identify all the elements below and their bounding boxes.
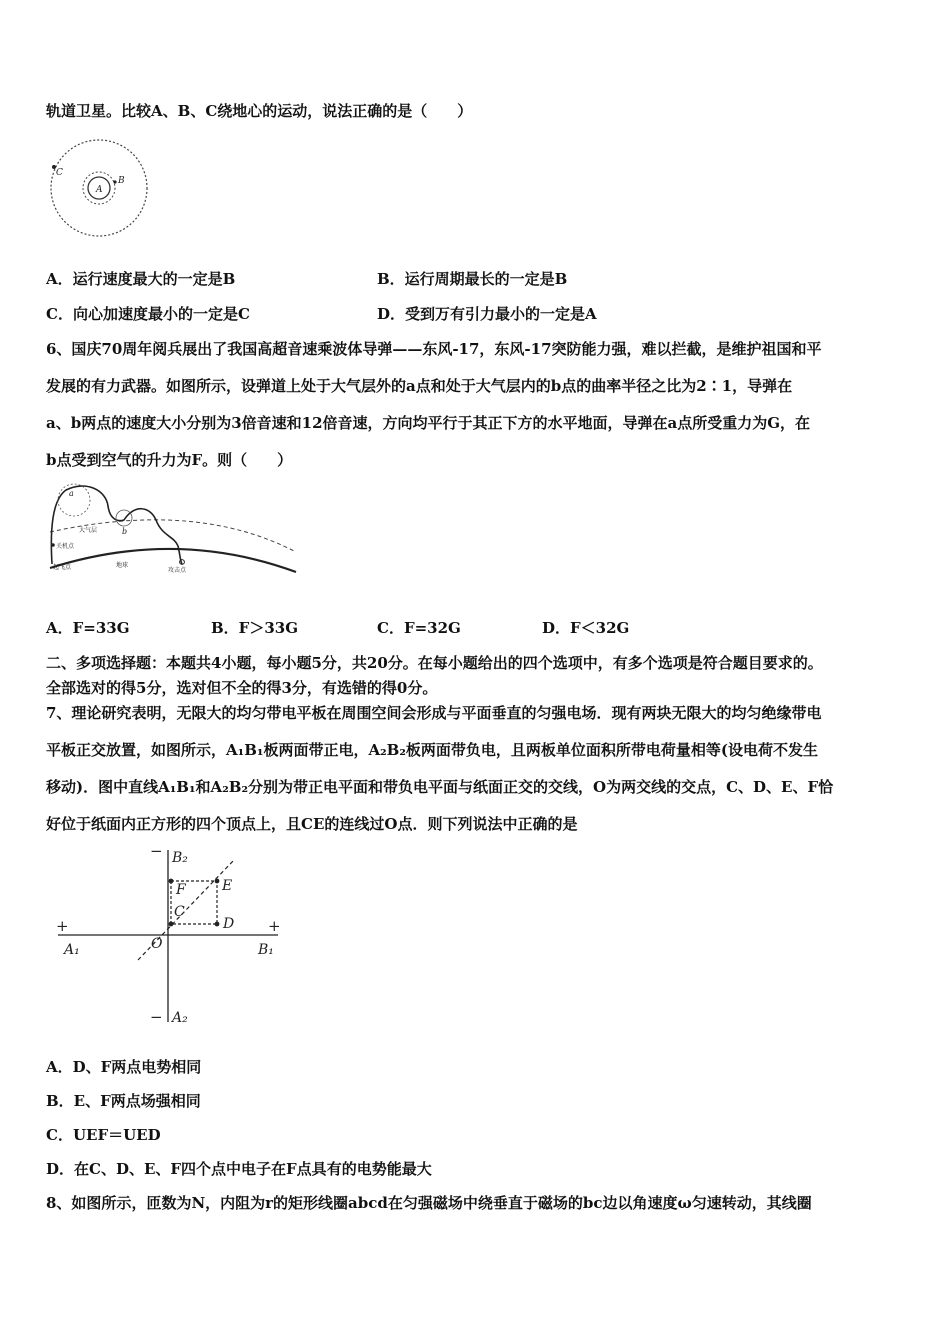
sign-plus-right: + (268, 917, 281, 935)
point-f (169, 879, 174, 884)
q6-line-3: a、b两点的速度大小分别为3倍音速和12倍音速，方向均平行于其正下方的水平地面，导弹在a点所受重力为G，在 (46, 414, 811, 432)
label-b1: B₁ (258, 942, 274, 958)
label-b2: B₂ (172, 850, 188, 866)
label-c: C (56, 168, 63, 178)
q7-option-b: B．E、F两点场强相同 (46, 1092, 201, 1110)
label-a: a (69, 489, 74, 498)
q7-option-c: C．UEF＝UED (46, 1126, 161, 1144)
q5-option-b: B．运行周期最长的一定是B (377, 270, 568, 288)
sign-plus-left: + (56, 917, 69, 935)
curvature-circle-b (116, 510, 132, 526)
q7-line-1: 7、理论研究表明，无限大的均匀带电平板在周围空间会形成与平面垂直的匀强电场．现有两块无限大的均匀绝缘带电 (46, 704, 822, 722)
label-a2: A₂ (172, 1010, 188, 1026)
point-e (215, 879, 220, 884)
label-atmosphere: 大气层 (79, 527, 98, 534)
label-c: C (174, 904, 185, 920)
q7-line-3: 移动)．图中直线A₁B₁和A₂B₂分别为带正电平面和带负电平面与纸面正交的交线，O为两交线的交点，C、D、E、F恰 (46, 778, 834, 796)
q7-option-a: A．D、F两点电势相同 (46, 1058, 202, 1076)
orbit-figure (44, 135, 154, 247)
q6-option-d: D．F＜32G (542, 619, 630, 637)
q6-option-b: B．F＞33G (211, 619, 299, 637)
satellite-b (113, 180, 116, 183)
label-shutdown: 关机点 (56, 543, 75, 550)
q6-option-c: C．F=32G (377, 619, 461, 637)
label-b: b (122, 527, 128, 536)
curvature-circle-a (58, 484, 90, 516)
q6-line-1: 6、国庆70周年阅兵展出了我国高超音速乘波体导弹——东风-17，东风-17突防能力强，难以拦截，是维护祖国和平 (46, 340, 822, 358)
section2-heading-line-2: 全部选对的得5分，选对但不全的得3分，有选错的得0分。 (46, 679, 438, 697)
q6-option-a: A．F=33G (46, 619, 130, 637)
q7-line-4: 好位于纸面内正方形的四个顶点上，且CE的连线过O点．则下列说法中正确的是 (46, 815, 578, 833)
shutdown-point (51, 543, 55, 547)
q6-line-4: b点受到空气的升力为F。则（ ） (46, 451, 293, 469)
label-target: 攻击点 (168, 567, 187, 574)
q8-line-1: 8、如图所示，匝数为N，内阻为r的矩形线圈abcd在匀强磁场中绕垂直于磁场的bc边以角速度ω匀速转动，其线圈 (46, 1194, 812, 1212)
label-launch: 起飞点 (53, 564, 72, 571)
charged-plates-figure (50, 842, 290, 1030)
sign-minus-top: − (150, 842, 163, 860)
q7-line-2: 平板正交放置，如图所示，A₁B₁板两面带正电，A₂B₂板两面带负电，且两板单位面积所带电荷量相等(设电荷不发生 (46, 741, 819, 759)
atmosphere-boundary (50, 520, 296, 552)
label-b: B (118, 176, 125, 186)
label-e: E (222, 878, 233, 894)
q6-line-2: 发展的有力武器。如图所示，设弹道上处于大气层外的a点和处于大气层内的b点的曲率半径之比为2∶1，导弹在 (46, 377, 793, 395)
q5-option-a: A．运行速度最大的一定是B (46, 270, 236, 288)
q5-option-c: C．向心加速度最小的一定是C (46, 305, 250, 323)
q5-stem: 轨道卫星。比较A、B、C绕地心的运动，说法正确的是（ ） (46, 102, 473, 120)
label-a1: A₁ (64, 942, 80, 958)
label-f: F (176, 882, 186, 898)
section2-heading-line-1: 二、多项选择题：本题共4小题，每小题5分，共20分。在每小题给出的四个选项中，有多个选项是符合题目要求的。 (46, 654, 823, 672)
q5-option-d: D．受到万有引力最小的一定是A (377, 305, 597, 323)
point-d (215, 922, 220, 927)
label-d: D (223, 916, 235, 932)
label-earth: 地球 (116, 562, 129, 569)
sign-minus-bottom: − (150, 1008, 163, 1026)
label-o: O (151, 936, 163, 952)
point-c (169, 922, 174, 927)
label-a: A (96, 185, 103, 195)
q7-option-d: D．在C、D、E、F四个点中电子在F点具有的电势能最大 (46, 1160, 432, 1178)
missile-trajectory-figure (46, 480, 301, 580)
